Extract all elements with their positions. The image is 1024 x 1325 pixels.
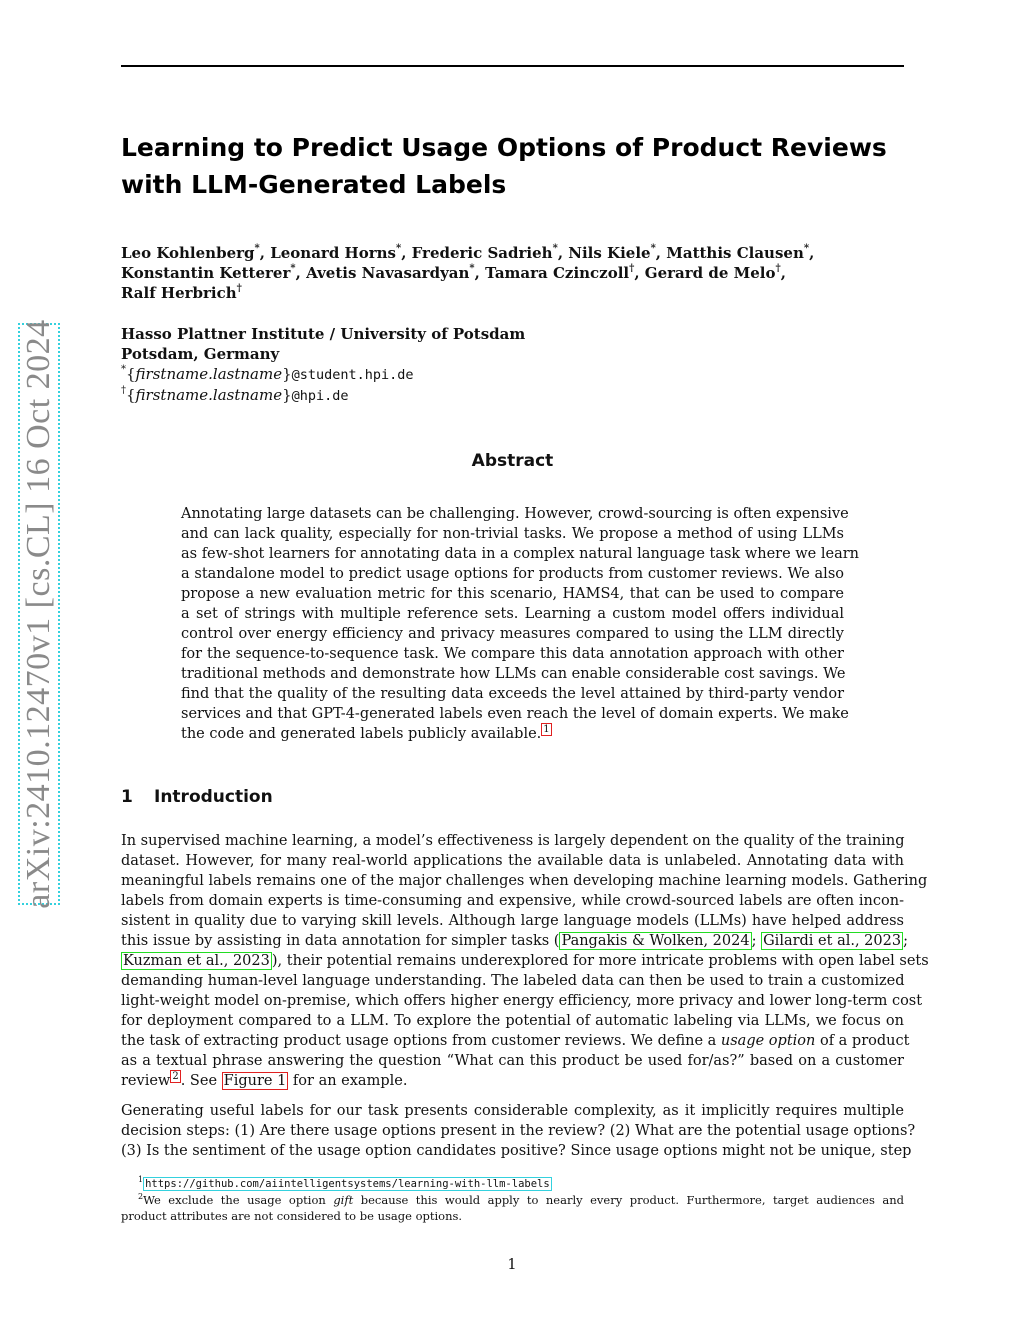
body-line: (3) Is the sentiment of the usage option candidates positive? Since usage options might not be unique, step (121, 1143, 912, 1159)
abstract-line: services and that GPT-4-generated labels even reach the level of domain experts. We make (181, 706, 849, 722)
body-line: light-weight model on-premise, which offers higher energy efficiency, more privacy and lower long-term cost (121, 993, 923, 1009)
abstract-line: traditional methods and demonstrate how LLMs can enable considerable cost savings. We (181, 666, 846, 682)
author-name: Matthis Clausen (666, 244, 804, 262)
author-mark: † (775, 263, 781, 274)
author-mark: † (236, 283, 242, 294)
email-staff: †{firstname.lastname}@hpi.de (121, 385, 349, 404)
email-student: *{firstname.lastname}@student.hpi.de (121, 364, 414, 383)
abstract-line: Annotating large datasets can be challenging. However, crowd-sourcing is often expensive (181, 506, 849, 522)
intro-paragraph-1 (121, 831, 929, 1091)
author-mark: * (395, 243, 402, 254)
author-name: Gerard de Melo (644, 264, 776, 282)
title-line-1: Learning to Predict Usage Options of Product Reviews (121, 133, 887, 162)
body-line: the task of extracting product usage options from customer reviews. We define a usage option of a product (121, 1033, 910, 1049)
body-line: labels from domain experts is time-consuming and expensive, while crowd-sourced labels are often incon- (121, 893, 904, 909)
abstract-line: and can lack quality, especially for non-trivial tasks. We propose a method of using LLMs (181, 526, 844, 542)
email-pattern: firstname.lastname (135, 365, 283, 383)
body-line: meaningful labels remains one of the major challenges when developing machine learning models. Gathering (121, 873, 928, 889)
body-line: In supervised machine learning, a model’s effectiveness is largely dependent on the quality of the training (121, 833, 905, 849)
abstract-line: find that the quality of the resulting data exceeds the level attained by third-party vendor (181, 686, 844, 702)
body-line: sistent in quality due to varying skill levels. Although large language models (LLMs) have helped address (121, 913, 904, 929)
abstract-heading: Abstract (471, 451, 554, 471)
footnote-2-link[interactable]: 2 (172, 1071, 179, 1083)
author-mark: * (290, 263, 296, 274)
abstract-line: control over energy efficiency and privacy measures compared to using the LLM directly (181, 626, 844, 642)
body-line: dataset. However, for many real-world applications the available data is unlabeled. Annotating data with (121, 853, 904, 869)
author-mark: * (650, 243, 656, 254)
author-name: Nils Kiele (568, 244, 651, 262)
body-line: as a textual phrase answering the question “What can this product be used for/as?” based on a customer (121, 1053, 904, 1069)
term-gift: gift (333, 1193, 354, 1207)
body-line: demanding human-level language understanding. The labeled data can then be used to train a customized (121, 973, 905, 989)
author-name: Avetis Navasardyan (306, 264, 470, 282)
affiliation-block (121, 324, 904, 406)
author-name: Leonard Horns (270, 244, 396, 262)
arxiv-stamp: arXiv:2410.12470v1 [cs.CL] 16 Oct 2024 (20, 319, 57, 909)
email-domain: @hpi.de (291, 388, 349, 404)
citation-link[interactable]: Pangakis & Wolken, 2024 (561, 933, 750, 949)
author-mark: † (629, 263, 635, 274)
location: Potsdam, Germany (121, 345, 280, 363)
body-line: for deployment compared to a LLM. To explore the potential of automatic labeling via LLMs, we focus on (121, 1013, 904, 1029)
body-line: Kuzman et al., 2023 ), their potential remains underexplored for more intricate problems with open label sets (123, 953, 929, 969)
abstract-line: for the sequence-to-sequence task. We compare this data annotation approach with other (181, 646, 844, 662)
body-line: this issue by assisting in data annotation for simpler tasks ( Pangakis & Wolken, 2024 ; Gilardi et al., 2023 ; (121, 933, 908, 949)
figure-1-link[interactable]: Figure 1 (223, 1073, 287, 1089)
author-mark: * (469, 263, 475, 274)
abstract-line: as few-shot learners for annotating data in a complex natural language task where we learn (181, 546, 860, 562)
email-domain: @student.hpi.de (291, 367, 414, 383)
repo-url-link[interactable]: https://github.com/aiintelligentsystems/learning-with-llm-labels (145, 1178, 550, 1190)
section-heading (121, 787, 273, 807)
abstract-line: the code and generated labels publicly available. $^1$ (181, 724, 550, 742)
email-mark: * (121, 364, 126, 375)
top-rule (121, 65, 904, 67)
author-name: Ralf Herbrich (121, 284, 237, 302)
title-line-2: with LLM-Generated Labels (121, 170, 507, 199)
author-line-1: Leo Kohlenberg*, Leonard Horns*, Frederic Sadrieh*, Nils Kiele*, Matthis Clausen*, (121, 243, 815, 262)
institute: Hasso Plattner Institute / University of Potsdam (121, 325, 526, 343)
body-line: Generating useful labels for our task presents considerable complexity, as it implicitly requires multiple (121, 1103, 904, 1119)
body-line: review $^2$ . See Figure 1 for an example. (121, 1071, 408, 1089)
paper-title (121, 129, 904, 203)
author-name: Konstantin Ketterer (121, 264, 291, 282)
author-list (121, 243, 904, 303)
abstract-body (181, 504, 860, 744)
author-name: Frederic Sadrieh (411, 244, 553, 262)
term-usage-option: usage option (720, 1033, 816, 1049)
abstract-line: a standalone model to predict usage options for products from customer reviews. We also (181, 566, 844, 582)
section-number: 1 (121, 787, 133, 807)
author-mark: * (552, 243, 558, 254)
footnotes (121, 1175, 904, 1224)
abstract-line: a set of strings with multiple reference sets. Learning a custom model offers individual (181, 606, 844, 622)
author-name: Leo Kohlenberg (121, 244, 255, 262)
section-title: Introduction (154, 787, 273, 807)
email-mark: † (121, 385, 126, 396)
author-mark: * (254, 243, 260, 254)
intro-paragraph-2 (121, 1101, 916, 1161)
abstract-line: propose a new evaluation metric for this scenario, HAMS4, that can be used to compare (181, 586, 844, 602)
author-line-3 (121, 283, 904, 303)
citation-link[interactable]: Kuzman et al., 2023 (123, 953, 270, 969)
footnote-1: $^1$ https://github.com/aiintelligentsystems/learning-with-llm-labels (138, 1175, 550, 1190)
page-number: 1 (507, 1257, 517, 1273)
footnote-1-link[interactable]: 1 (543, 724, 550, 736)
citation-link[interactable]: Gilardi et al., 2023 (763, 933, 902, 949)
body-line: decision steps: (1) Are there usage options present in the review? (2) What are the potential usage options? (121, 1123, 916, 1139)
author-line-2: Konstantin Ketterer*, Avetis Navasardyan*, Tamara Czinczoll†, Gerard de Melo†, (121, 263, 786, 282)
author-name: Tamara Czinczoll (485, 264, 630, 282)
author-mark: * (803, 243, 810, 254)
email-pattern: firstname.lastname (135, 386, 283, 404)
footnote-2: $^2$We exclude the usage option gift because this would apply to nearly every product. Furthermore, target audiences and product attributes are not considered to be usage options. (121, 1192, 904, 1223)
